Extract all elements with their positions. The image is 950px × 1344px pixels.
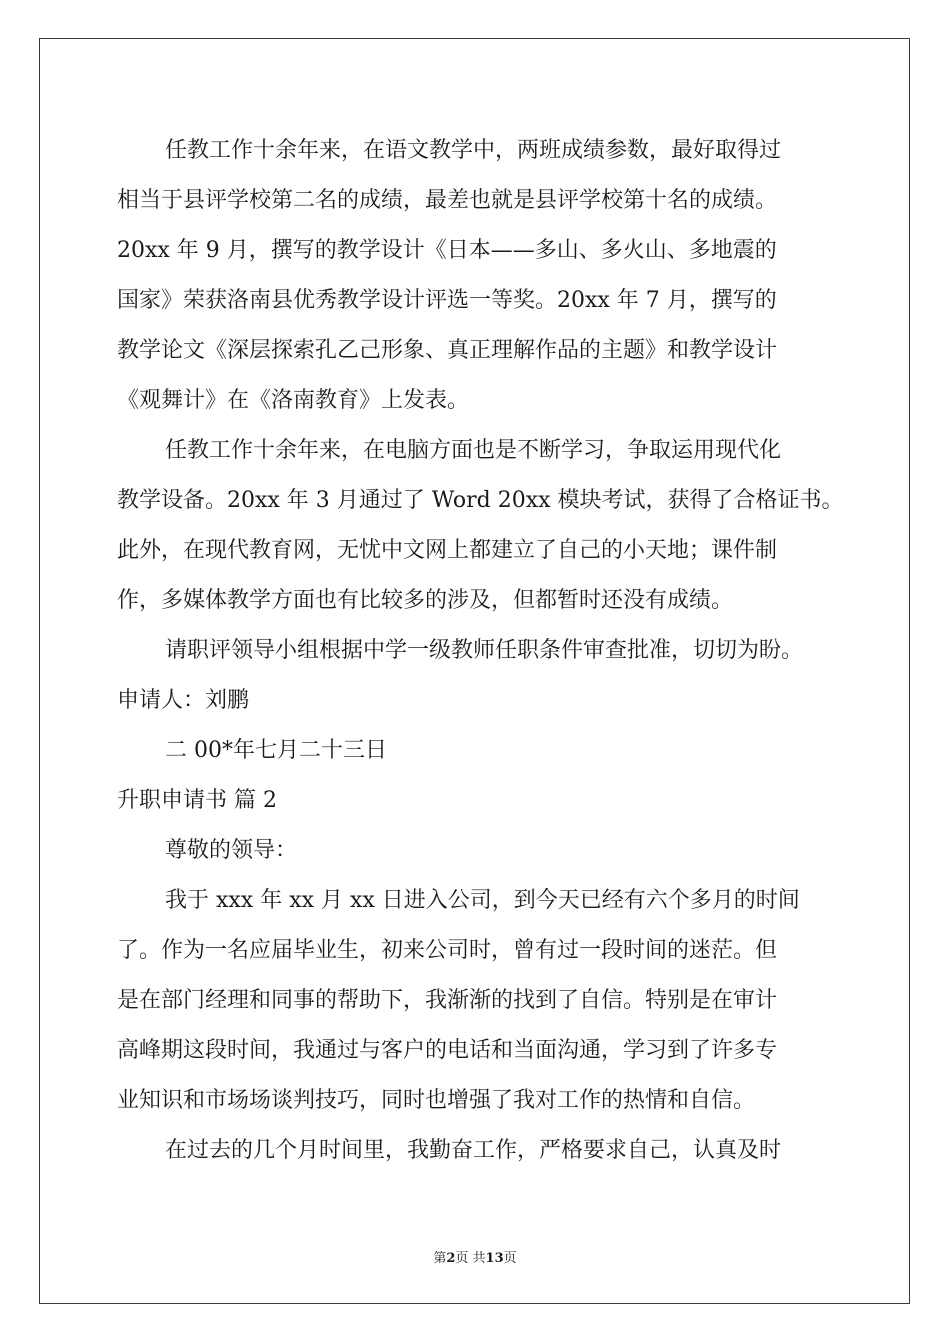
paragraph-line: 教学论文《深层探索孔乙己形象、真正理解作品的主题》和教学设计 [117, 338, 778, 363]
footer-suffix: 页 [503, 1251, 517, 1266]
current-page-number: 2 [446, 1251, 456, 1266]
footer-mid: 页 共 [455, 1251, 486, 1266]
paragraph-line: 我于 xxx 年 xx 月 xx 日进入公司，到今天已经有六个多月的时间 [165, 888, 800, 913]
paragraph-line: 教学设备。20xx 年 3 月通过了 Word 20xx 模块考试，获得了合格证书。 [117, 488, 844, 513]
paragraph-line: 任教工作十余年来，在电脑方面也是不断学习，争取运用现代化 [165, 438, 782, 463]
paragraph-line: 《观舞计》在《洛南教育》上发表。 [117, 388, 470, 413]
applicant-line: 申请人：刘鹏 [117, 688, 250, 713]
paragraph-line: 国家》荣获洛南县优秀教学设计评选一等奖。20xx 年 7 月，撰写的 [117, 288, 777, 313]
paragraph-line: 此外，在现代教育网，无忧中文网上都建立了自己的小天地；课件制 [117, 538, 778, 563]
footer-prefix: 第 [433, 1251, 447, 1266]
page-footer [0, 1247, 950, 1266]
paragraph-line: 任教工作十余年来，在语文教学中，两班成绩参数，最好取得过 [165, 138, 782, 163]
section-heading: 升职申请书 篇 2 [117, 788, 277, 813]
paragraph-line: 了。作为一名应届毕业生，初来公司时，曾有过一段时间的迷茫。但 [117, 938, 778, 963]
salutation-line: 尊敬的领导： [165, 838, 298, 863]
date-line: 二 00*年七月二十三日 [165, 738, 387, 763]
paragraph-line: 20xx 年 9 月，撰写的教学设计《日本——多山、多火山、多地震的 [117, 238, 777, 263]
paragraph-line: 在过去的几个月时间里，我勤奋工作，严格要求自己，认真及时 [165, 1138, 782, 1163]
paragraph-line: 相当于县评学校第二名的成绩，最差也就是县评学校第十名的成绩。 [117, 188, 778, 213]
paragraph-line: 高峰期这段时间，我通过与客户的电话和当面沟通，学习到了许多专 [117, 1038, 778, 1063]
paragraph-line: 作，多媒体教学方面也有比较多的涉及，但都暂时还没有成绩。 [117, 588, 734, 613]
paragraph-line: 业知识和市场场谈判技巧，同时也增强了我对工作的热情和自信。 [117, 1088, 756, 1113]
paragraph-line: 请职评领导小组根据中学一级教师任职条件审查批准，切切为盼。 [165, 638, 804, 663]
total-pages-number: 13 [485, 1251, 504, 1266]
paragraph-line: 是在部门经理和同事的帮助下，我渐渐的找到了自信。特别是在审计 [117, 988, 778, 1013]
document-body [117, 126, 857, 1176]
